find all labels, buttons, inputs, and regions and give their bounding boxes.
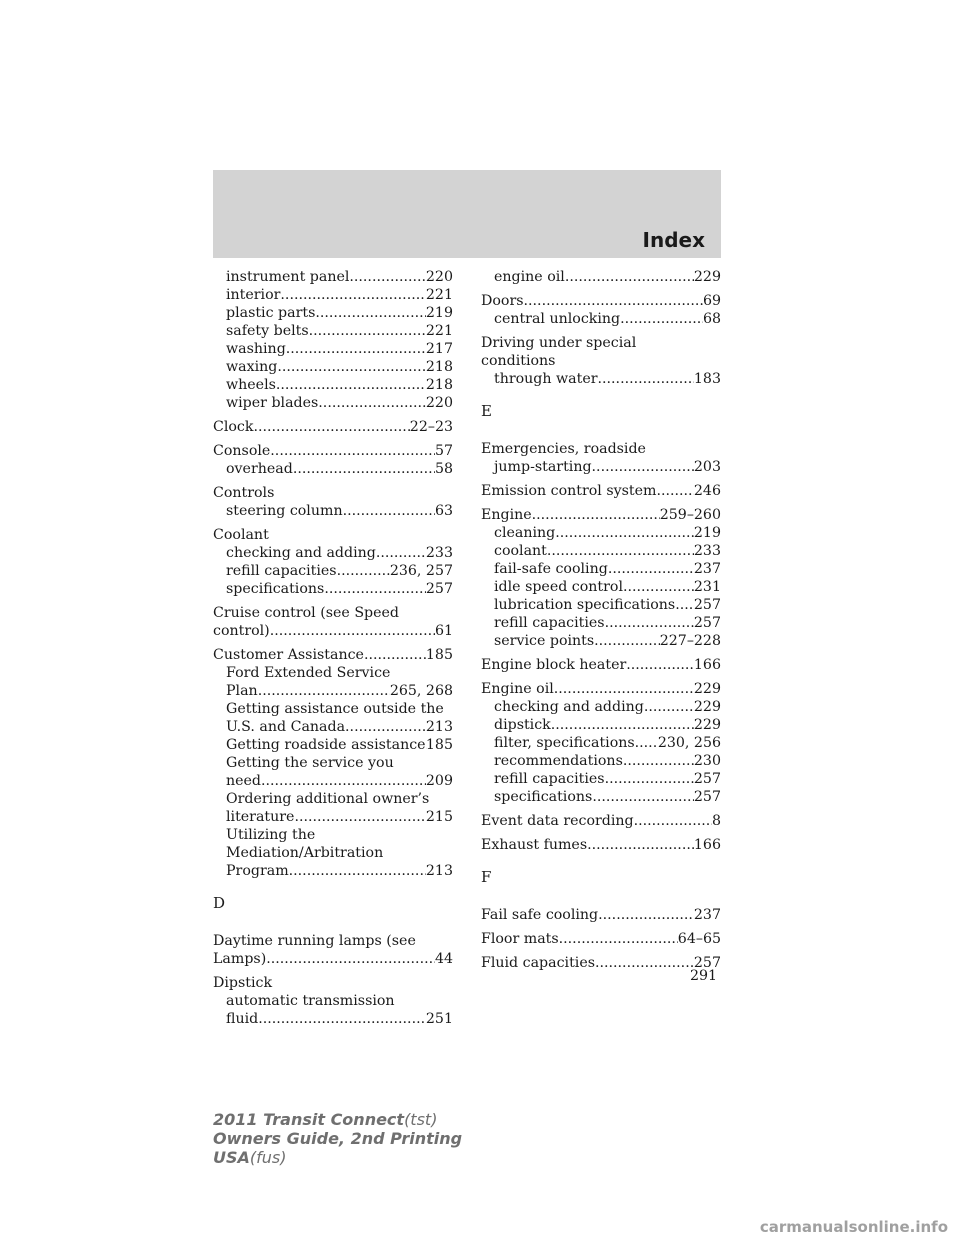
index-entry xyxy=(481,334,721,388)
index-page-ref: 246 xyxy=(693,483,721,499)
index-page-ref: 220 xyxy=(425,269,453,285)
index-page-ref: 69 xyxy=(702,293,721,309)
index-page-ref: 209 xyxy=(425,773,453,789)
index-page-ref: 8 xyxy=(711,813,721,829)
index-term: waxing xyxy=(226,359,278,375)
index-subentry xyxy=(481,716,721,734)
index-entry xyxy=(213,442,453,478)
dot-leader xyxy=(343,502,435,520)
index-subentry xyxy=(481,268,721,286)
index-term: Ford Extended Service xyxy=(226,665,391,681)
index-page-ref: 215 xyxy=(425,809,453,825)
index-subentry xyxy=(213,358,453,376)
index-heading xyxy=(481,906,721,924)
index-entry xyxy=(481,292,721,328)
index-entry xyxy=(481,440,721,476)
index-term: Cruise control (see Speed xyxy=(213,605,399,621)
index-heading xyxy=(481,334,721,352)
dot-leader xyxy=(623,752,694,770)
dot-leader xyxy=(532,506,660,524)
index-page-ref: 257 xyxy=(693,771,721,787)
index-term: interior xyxy=(226,287,281,303)
index-heading xyxy=(481,954,721,972)
index-subentry xyxy=(213,808,453,826)
index-subentry xyxy=(213,268,453,286)
index-subentry xyxy=(213,992,453,1010)
index-term: Utilizing the xyxy=(226,827,316,843)
index-term: need xyxy=(226,773,262,789)
index-term: Daytime running lamps (see xyxy=(213,933,416,949)
index-term: Emergencies, roadside xyxy=(481,441,646,457)
index-entry xyxy=(213,418,453,436)
index-term: Plan xyxy=(226,683,258,699)
index-heading xyxy=(213,974,453,992)
index-term: refill capacities xyxy=(494,615,605,631)
index-subentry xyxy=(213,376,453,394)
index-page-ref: 63 xyxy=(434,503,453,519)
index-page-ref: 221 xyxy=(425,323,453,339)
index-page-ref: 229 xyxy=(693,269,721,285)
dot-leader xyxy=(318,394,426,412)
dot-leader xyxy=(594,632,660,650)
dot-leader xyxy=(376,544,426,562)
index-term: Getting the service you xyxy=(226,755,394,771)
index-page-ref: 219 xyxy=(693,525,721,541)
index-term: specifications xyxy=(226,581,325,597)
index-page-ref: 229 xyxy=(693,699,721,715)
index-subentry xyxy=(213,580,453,598)
dot-leader xyxy=(595,954,694,972)
index-heading xyxy=(481,440,721,458)
index-heading xyxy=(213,484,453,502)
index-term: idle speed control xyxy=(494,579,623,595)
index-term: jump-starting xyxy=(494,459,592,475)
index-page-ref: 22–23 xyxy=(409,419,453,435)
footer-edition: Owners Guide, 2nd Printing xyxy=(213,1129,463,1148)
index-page-ref: 166 xyxy=(693,657,721,673)
index-page-ref: 58 xyxy=(434,461,453,477)
index-term: Customer Assistance xyxy=(213,647,364,663)
dot-leader xyxy=(289,862,426,880)
index-term: Fail safe cooling xyxy=(481,907,599,923)
index-page-ref: 265, 268 xyxy=(389,683,453,699)
index-subentry xyxy=(481,614,721,632)
index-term: checking and adding xyxy=(494,699,644,715)
dot-leader xyxy=(605,614,694,632)
dot-leader xyxy=(258,1010,426,1028)
dot-leader xyxy=(294,808,425,826)
index-term: overhead xyxy=(226,461,293,477)
index-page-ref: 227–228 xyxy=(659,633,721,649)
index-term: safety belts xyxy=(226,323,309,339)
index-page-ref: 185 xyxy=(425,647,453,663)
index-page-ref: 220 xyxy=(425,395,453,411)
index-term: Getting assistance outside the xyxy=(226,701,444,717)
index-entry xyxy=(481,954,721,972)
dot-leader xyxy=(598,370,694,388)
dot-leader xyxy=(656,482,693,500)
section-letter: F xyxy=(481,868,492,886)
index-entry xyxy=(213,268,453,412)
index-heading xyxy=(481,836,721,854)
dot-leader xyxy=(280,286,425,304)
index-term: Driving under special xyxy=(481,335,637,351)
index-term: Engine xyxy=(481,507,532,523)
index-page-ref: 257 xyxy=(693,955,721,971)
page-number: 291 xyxy=(690,968,718,984)
index-page-ref: 166 xyxy=(693,837,721,853)
index-term: wheels xyxy=(226,377,276,393)
index-subentry xyxy=(213,772,453,790)
index-term: U.S. and Canada xyxy=(226,719,346,735)
index-subentry xyxy=(481,770,721,788)
index-term: filter, specifications xyxy=(494,735,635,751)
index-entry xyxy=(481,906,721,924)
index-subentry xyxy=(213,394,453,412)
dot-leader xyxy=(315,304,426,322)
index-subentry xyxy=(213,718,453,736)
index-subentry xyxy=(213,502,453,520)
index-subentry xyxy=(213,562,453,580)
index-term: instrument panel xyxy=(226,269,350,285)
index-column-right xyxy=(481,268,721,978)
dot-leader xyxy=(276,376,426,394)
index-term: specifications xyxy=(494,789,593,805)
index-page-ref: 257 xyxy=(693,789,721,805)
index-subentry xyxy=(481,788,721,806)
footer-model-code: (tst) xyxy=(404,1110,438,1129)
index-term: service points xyxy=(494,633,595,649)
index-page-ref: 57 xyxy=(434,443,453,459)
index-term: Ordering additional owner’s xyxy=(226,791,430,807)
index-subentry xyxy=(481,578,721,596)
index-heading xyxy=(213,604,453,622)
index-subentry xyxy=(213,736,453,754)
index-subentry xyxy=(481,734,721,752)
dot-leader xyxy=(635,734,658,752)
dot-leader xyxy=(605,770,694,788)
index-page-ref: 257 xyxy=(693,597,721,613)
index-heading xyxy=(481,680,721,698)
dot-leader xyxy=(324,580,426,598)
index-page-ref: 257 xyxy=(693,615,721,631)
index-heading xyxy=(481,506,721,524)
dot-leader xyxy=(623,578,694,596)
index-term: Lamps) xyxy=(213,951,267,967)
index-page-ref: 185 xyxy=(425,737,453,753)
index-term: washing xyxy=(226,341,286,357)
index-subentry xyxy=(213,460,453,478)
index-heading xyxy=(213,418,453,436)
index-page-ref: 64–65 xyxy=(677,931,721,947)
index-page-ref: 218 xyxy=(425,359,453,375)
index-term: automatic transmission xyxy=(226,993,395,1009)
index-page-ref: 218 xyxy=(425,377,453,393)
dot-leader xyxy=(270,622,435,640)
index-entry xyxy=(481,680,721,806)
index-subentry xyxy=(213,862,453,880)
index-page-ref: 219 xyxy=(425,305,453,321)
index-subentry xyxy=(481,560,721,578)
index-page-ref: 183 xyxy=(693,371,721,387)
index-entry xyxy=(481,836,721,854)
index-entry xyxy=(481,656,721,674)
index-page-ref: 217 xyxy=(425,341,453,357)
index-heading xyxy=(481,482,721,500)
dot-leader xyxy=(620,310,703,328)
index-heading xyxy=(481,812,721,830)
index-entry xyxy=(213,646,453,880)
index-heading xyxy=(481,930,721,948)
index-term: refill capacities xyxy=(494,771,605,787)
index-heading xyxy=(481,292,721,310)
index-term: Clock xyxy=(213,419,254,435)
index-heading xyxy=(213,950,453,968)
index-subentry xyxy=(481,542,721,560)
section-letter: D xyxy=(213,894,226,912)
index-page-ref: 213 xyxy=(425,719,453,735)
index-term: Dipstick xyxy=(213,975,273,991)
dot-leader xyxy=(598,906,694,924)
index-subentry xyxy=(213,1010,453,1028)
dot-leader xyxy=(277,358,426,376)
index-page-ref: 231 xyxy=(693,579,721,595)
index-subentry xyxy=(481,596,721,614)
index-term: refill capacities xyxy=(226,563,337,579)
index-subentry xyxy=(481,632,721,650)
index-term: checking and adding xyxy=(226,545,376,561)
watermark: carmanualsonline.info xyxy=(759,1218,948,1236)
index-page-ref: 203 xyxy=(693,459,721,475)
index-term: Program xyxy=(226,863,289,879)
header-band xyxy=(213,170,721,258)
index-term: engine oil xyxy=(494,269,565,285)
index-heading xyxy=(481,656,721,674)
index-page-ref: 236, 257 xyxy=(389,563,453,579)
dot-leader xyxy=(547,542,694,560)
index-subentry xyxy=(213,322,453,340)
footer-region: USA xyxy=(213,1148,250,1167)
index-subentry xyxy=(213,664,453,682)
dot-leader xyxy=(608,560,694,578)
index-entry xyxy=(213,526,453,598)
index-heading xyxy=(213,442,453,460)
index-term: steering column xyxy=(226,503,343,519)
index-subentry xyxy=(213,304,453,322)
section-letter: E xyxy=(481,402,492,420)
index-term: Engine block heater xyxy=(481,657,627,673)
dot-leader xyxy=(551,716,694,734)
index-term: central unlocking xyxy=(494,311,621,327)
index-page-ref: 230, 256 xyxy=(657,735,721,751)
index-subentry xyxy=(481,752,721,770)
dot-leader xyxy=(286,340,426,358)
dot-leader xyxy=(261,772,426,790)
dot-leader xyxy=(644,698,694,716)
page-title: Index xyxy=(642,228,705,252)
index-term: Doors xyxy=(481,293,524,309)
dot-leader xyxy=(634,812,712,830)
dot-leader xyxy=(337,562,390,580)
index-page-ref: 229 xyxy=(693,681,721,697)
index-page-ref: 213 xyxy=(425,863,453,879)
index-heading xyxy=(481,352,721,370)
dot-leader xyxy=(266,950,435,968)
index-subentry xyxy=(481,370,721,388)
index-entry xyxy=(213,932,453,968)
index-subentry xyxy=(213,754,453,772)
index-page-ref: 237 xyxy=(693,907,721,923)
index-term: control) xyxy=(213,623,270,639)
index-heading xyxy=(213,526,453,544)
index-page-ref: 221 xyxy=(425,287,453,303)
index-term: fail-safe cooling xyxy=(494,561,608,577)
index-entry xyxy=(481,506,721,650)
index-page-ref: 233 xyxy=(693,543,721,559)
index-subentry xyxy=(213,340,453,358)
index-term: Mediation/Arbitration xyxy=(226,845,384,861)
index-term: Console xyxy=(213,443,271,459)
dot-leader xyxy=(587,836,694,854)
index-subentry xyxy=(213,844,453,862)
index-entry xyxy=(213,974,453,1028)
index-heading xyxy=(213,646,453,664)
footer-region-code: (fus) xyxy=(249,1148,287,1167)
index-term: Coolant xyxy=(213,527,269,543)
dot-leader xyxy=(565,268,694,286)
index-term: Floor mats xyxy=(481,931,559,947)
dot-leader xyxy=(349,268,426,286)
index-entry xyxy=(481,812,721,830)
dot-leader xyxy=(555,524,694,542)
index-term: through water xyxy=(494,371,598,387)
index-subentry xyxy=(213,682,453,700)
index-term: Emission control system xyxy=(481,483,657,499)
index-term: Fluid capacities xyxy=(481,955,595,971)
index-term: Controls xyxy=(213,485,275,501)
index-page-ref: 68 xyxy=(702,311,721,327)
index-term: lubrication specifications xyxy=(494,597,676,613)
index-heading xyxy=(213,932,453,950)
index-term: literature xyxy=(226,809,295,825)
index-subentry xyxy=(481,524,721,542)
dot-leader xyxy=(524,292,703,310)
index-entry xyxy=(481,482,721,500)
index-page-ref: 61 xyxy=(434,623,453,639)
index-term: cleaning xyxy=(494,525,556,541)
index-term: Engine oil xyxy=(481,681,554,697)
index-subentry xyxy=(481,310,721,328)
dot-leader xyxy=(270,442,435,460)
index-term: conditions xyxy=(481,353,556,369)
index-page-ref: 257 xyxy=(425,581,453,597)
index-term: Exhaust fumes xyxy=(481,837,588,853)
dot-leader xyxy=(592,788,694,806)
index-term: coolant xyxy=(494,543,547,559)
index-page-ref: 229 xyxy=(693,717,721,733)
index-page-ref: 251 xyxy=(425,1011,453,1027)
index-term: recommendations xyxy=(494,753,623,769)
dot-leader xyxy=(253,418,409,436)
footer xyxy=(213,1110,462,1167)
index-page-ref: 230 xyxy=(693,753,721,769)
index-entry xyxy=(481,930,721,948)
index-heading xyxy=(213,622,453,640)
index-page-ref: 237 xyxy=(693,561,721,577)
dot-leader xyxy=(364,646,426,664)
index-entry xyxy=(213,484,453,520)
index-subentry xyxy=(213,544,453,562)
index-term: dipstick xyxy=(494,717,551,733)
index-term: Getting roadside assistance xyxy=(226,737,426,753)
index-subentry xyxy=(213,286,453,304)
index-subentry xyxy=(481,458,721,476)
index-subentry xyxy=(213,826,453,844)
index-term: wiper blades xyxy=(226,395,319,411)
index-subentry xyxy=(481,698,721,716)
index-entry xyxy=(213,604,453,640)
dot-leader xyxy=(554,680,694,698)
index-page-ref: 233 xyxy=(425,545,453,561)
index-column-left xyxy=(213,268,453,1034)
footer-model: 2011 Transit Connect xyxy=(213,1110,405,1129)
index-page-ref: 44 xyxy=(434,951,453,967)
index-subentry xyxy=(213,790,453,808)
index-term: Event data recording xyxy=(481,813,634,829)
dot-leader xyxy=(309,322,426,340)
dot-leader xyxy=(258,682,390,700)
dot-leader xyxy=(626,656,694,674)
dot-leader xyxy=(592,458,694,476)
index-term: plastic parts xyxy=(226,305,316,321)
index-subentry xyxy=(213,700,453,718)
dot-leader xyxy=(345,718,426,736)
dot-leader xyxy=(293,460,435,478)
dot-leader xyxy=(675,596,694,614)
dot-leader xyxy=(559,930,678,948)
index-entry xyxy=(481,268,721,286)
index-term: fluid xyxy=(226,1011,259,1027)
index-page-ref: 259–260 xyxy=(659,507,721,523)
